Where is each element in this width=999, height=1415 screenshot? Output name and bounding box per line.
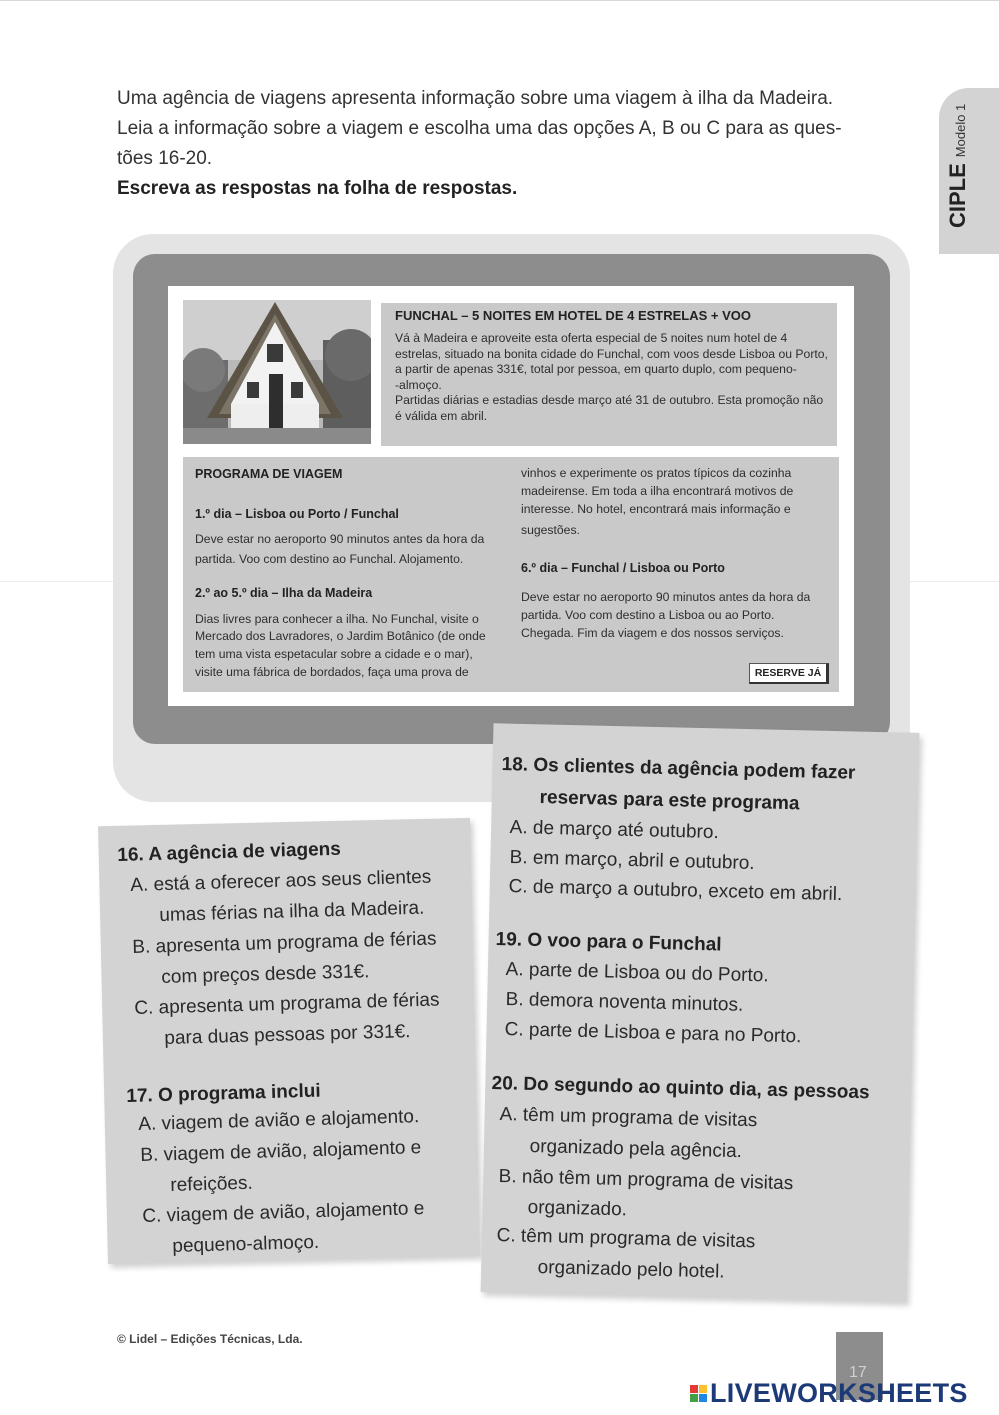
q16-option-c-cont: para duas pessoas por 331€. bbox=[164, 1021, 411, 1049]
day1-line: partida. Voo com destino ao Funchal. Alojamento. bbox=[195, 552, 464, 566]
offer-line: estrelas, situado na bonita cidade do Funchal, com voos desde Lisboa ou Porto, bbox=[395, 346, 828, 361]
q17-option-c[interactable]: C. viagem de avião, alojamento e bbox=[142, 1198, 425, 1227]
offer-body bbox=[395, 331, 831, 425]
intro-line-3: tões 16-20. bbox=[117, 148, 213, 169]
intro-text bbox=[117, 84, 917, 204]
q18-option-a[interactable]: A. de março até outubro. bbox=[509, 816, 719, 844]
col2-line: madeirense. Em toda a ilha encontrará motivos de bbox=[521, 484, 794, 498]
col2-line: sugestões. bbox=[521, 523, 580, 537]
intro-line-1: Uma agência de viagens apresenta informação sobre uma viagem à ilha da Madeira. bbox=[117, 88, 834, 109]
day1-title: 1.º dia – Lisboa ou Porto / Funchal bbox=[195, 507, 399, 521]
day2-line: Mercado dos Lavradores, o Jardim Botânico (de onde bbox=[195, 629, 486, 643]
offer-line: é válida em abril. bbox=[395, 408, 488, 423]
exam-side-tab bbox=[939, 88, 999, 254]
day1-line: Deve estar no aeroporto 90 minutos antes da hora da bbox=[195, 532, 485, 546]
col2-line: interesse. No hotel, encontrará mais informação e bbox=[521, 502, 791, 516]
copyright-text: © Lidel – Edições Técnicas, Lda. bbox=[117, 1332, 303, 1346]
q20-option-c[interactable]: C. têm um programa de visitas bbox=[496, 1224, 756, 1253]
q19-option-b[interactable]: B. demora noventa minutos. bbox=[505, 988, 744, 1016]
offer-line: Vá à Madeira e aproveite esta oferta especial de 5 noites num hotel de 4 bbox=[395, 331, 788, 345]
liveworksheets-logo[interactable] bbox=[690, 1378, 968, 1409]
q18-option-c[interactable]: C. de março a outubro, exceto em abril. bbox=[508, 875, 843, 906]
q20-option-a[interactable]: A. têm um programa de visitas bbox=[499, 1103, 758, 1132]
q16-option-b-cont: com preços desde 331€. bbox=[161, 961, 370, 988]
offer-line: Partidas diárias e estadias desde março até 31 de outubro. Esta promoção não bbox=[395, 393, 824, 408]
q19-option-c[interactable]: C. parte de Lisboa e para no Porto. bbox=[504, 1018, 802, 1048]
exam-title: CIPLE bbox=[945, 163, 970, 228]
top-divider bbox=[0, 0, 999, 1]
offer-panel bbox=[381, 303, 837, 446]
q20-stem: 20. Do segundo ao quinto dia, as pessoas bbox=[491, 1072, 870, 1104]
q18-stem: 18. Os clientes da agência podem fazer bbox=[501, 753, 856, 784]
santana-house-photo bbox=[183, 300, 371, 444]
q20-option-c-cont: organizado pelo hotel. bbox=[537, 1256, 725, 1283]
q17-option-c-cont: pequeno-almoço. bbox=[172, 1231, 320, 1257]
day6-line: Deve estar no aeroporto 90 minutos antes da hora da bbox=[521, 590, 811, 604]
q16-stem: 16. A agência de viagens bbox=[117, 838, 342, 866]
day2-title: 2.º ao 5.º dia – Ilha da Madeira bbox=[195, 586, 373, 600]
reserve-button[interactable]: RESERVE JÁ bbox=[749, 663, 829, 684]
q20-option-b-cont: organizado. bbox=[527, 1196, 628, 1221]
q16-option-b[interactable]: B. apresenta um programa de férias bbox=[132, 928, 437, 958]
liveworksheets-brand: LIVEWORKSHEETS bbox=[710, 1378, 968, 1408]
q19-option-a[interactable]: A. parte de Lisboa ou do Porto. bbox=[505, 958, 769, 987]
q18-stem-cont: reservas para este programa bbox=[539, 786, 800, 815]
q17-stem: 17. O programa inclui bbox=[126, 1080, 321, 1107]
q18-option-b[interactable]: B. em março, abril e outubro. bbox=[509, 846, 755, 874]
day6-line: partida. Voo com destino a Lisboa ou ao Porto. bbox=[521, 608, 775, 622]
col2-line: vinhos e experimente os pratos típicos da cozinha bbox=[521, 466, 792, 480]
day2-line: Dias livres para conhecer a ilha. No Funchal, visite o bbox=[195, 612, 479, 626]
q16-option-a-cont: umas férias na ilha da Madeira. bbox=[159, 897, 425, 926]
day2-line: visite uma fábrica de bordados, faça uma prova de bbox=[195, 665, 469, 679]
q17-option-a[interactable]: A. viagem de avião e alojamento. bbox=[138, 1106, 420, 1135]
program-title: PROGRAMA DE VIAGEM bbox=[195, 467, 343, 481]
intro-instruction: Escreva as respostas na folha de respostas. bbox=[117, 178, 518, 199]
q17-option-b[interactable]: B. viagem de avião, alojamento e bbox=[140, 1137, 422, 1166]
offer-line: -almoço. bbox=[395, 377, 442, 392]
day6-line: Chegada. Fim da viagem e dos nossos serviços. bbox=[521, 626, 784, 640]
q19-stem: 19. O voo para o Funchal bbox=[495, 928, 722, 956]
liveworksheets-grid-icon bbox=[690, 1385, 707, 1402]
intro-line-2: Leia a informação sobre a viagem e escolha uma das opções A, B ou C para as ques- bbox=[117, 118, 842, 139]
day2-line: tem uma vista espetacular sobre a cidade e o mar), bbox=[195, 647, 473, 661]
page-number: 17 bbox=[849, 1364, 867, 1381]
exam-model: Modelo 1 bbox=[953, 103, 968, 158]
q16-option-c[interactable]: C. apresenta um programa de férias bbox=[134, 989, 440, 1019]
program-panel bbox=[183, 457, 839, 692]
q16-option-a[interactable]: A. está a oferecer aos seus clientes bbox=[130, 866, 432, 896]
day6-title: 6.º dia – Funchal / Lisboa ou Porto bbox=[521, 561, 725, 575]
q17-option-b-cont: refeições. bbox=[170, 1172, 254, 1196]
offer-line: a partir de apenas 331€, total por pessoa, em quarto duplo, com pequeno- bbox=[395, 362, 797, 377]
offer-title: FUNCHAL – 5 NOITES EM HOTEL DE 4 ESTRELAS + VOO bbox=[395, 308, 751, 323]
q20-option-a-cont: organizado pela agência. bbox=[529, 1135, 743, 1163]
q20-option-b[interactable]: B. não têm um programa de visitas bbox=[498, 1165, 794, 1195]
